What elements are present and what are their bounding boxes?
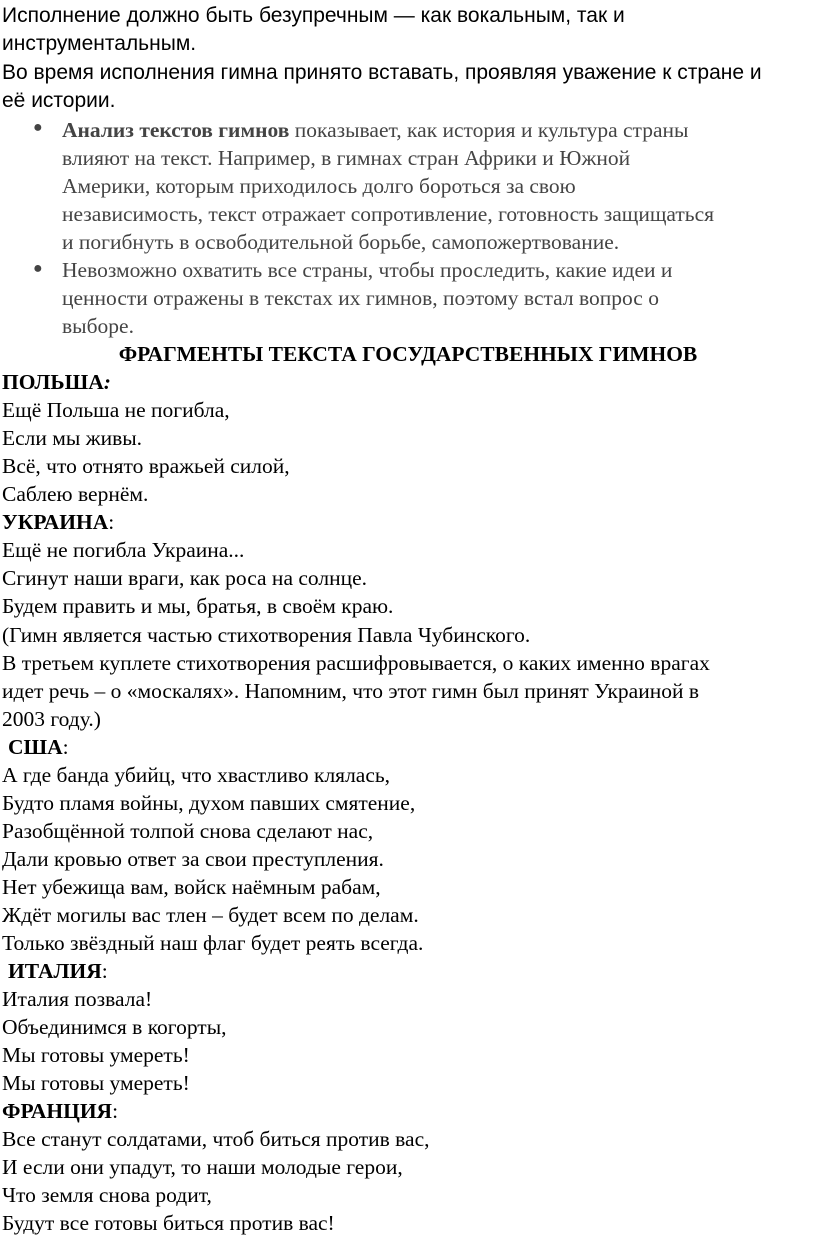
usa-line: Только звёздный наш флаг будет реять всегда. <box>2 931 424 955</box>
france-line: И если они упадут, то наши молодые герои, <box>2 1155 403 1179</box>
bullet-dot-icon: ● <box>33 260 43 277</box>
bullet-2-line-1: Невозможно охватить все страны, чтобы проследить, какие идеи и <box>62 258 673 282</box>
usa-line: А где банда убийц, что хвастливо клялась, <box>2 763 391 787</box>
bullet-1-line-4: независимость, текст отражает сопротивление, готовность защищаться <box>62 202 715 226</box>
country-poland-name: ПОЛЬША <box>2 370 104 394</box>
country-ukraine-heading <box>2 508 114 536</box>
bullet-1-lead: Анализ текстов гимнов <box>62 118 290 142</box>
intro-line-2: инструментальным. <box>2 32 197 55</box>
country-italy-heading <box>8 957 108 985</box>
ukraine-line: Ещё не погибла Украина... <box>2 538 245 562</box>
country-italy-colon: : <box>101 959 108 983</box>
usa-line: Ждёт могилы вас тлен – будет всем по делам. <box>2 903 419 927</box>
intro-line-1: Исполнение должно быть безупречным — как вокальным, так и <box>2 4 625 27</box>
country-poland-heading <box>2 368 111 396</box>
country-usa-heading <box>8 733 69 761</box>
ukraine-note-1: (Гимн является частью стихотворения Павла Чубинского. <box>2 623 531 647</box>
italy-line: Мы готовы умереть! <box>2 1071 190 1095</box>
bullet-2-line-2: ценности отражены в текстах их гимнов, поэтому встал вопрос о <box>62 286 659 310</box>
usa-line: Дали кровью ответ за свои преступления. <box>2 847 384 871</box>
bullet-dot-icon: ● <box>33 119 43 136</box>
poland-line: Всё, что отнято вражьей силой, <box>2 454 290 478</box>
country-france-heading <box>2 1097 118 1125</box>
poland-line: Ещё Польша не погибла, <box>2 398 230 422</box>
country-italy-name: ИТАЛИЯ <box>8 959 102 983</box>
poland-line: Если мы живы. <box>2 426 143 450</box>
poland-line: Саблею вернём. <box>2 482 149 506</box>
country-usa-name: США <box>8 735 63 759</box>
france-line: Все станут солдатами, чтоб биться против вас, <box>2 1127 430 1151</box>
italy-line: Объединимся в когорты, <box>2 1015 227 1039</box>
intro-line-4: её истории. <box>2 89 116 112</box>
usa-line: Разобщённой толпой снова сделают нас, <box>2 819 374 843</box>
ukraine-line: Сгинут наши враги, как роса на солнце. <box>2 566 368 590</box>
ukraine-note-4: 2003 году.) <box>2 707 101 731</box>
bullet-2-line-3: выборе. <box>62 314 134 338</box>
italy-line: Мы готовы умереть! <box>2 1043 190 1067</box>
ukraine-line: Будем править и мы, братья, в своём краю. <box>2 594 394 618</box>
section-heading: ФРАГМЕНТЫ ТЕКСТА ГОСУДАРСТВЕННЫХ ГИМНОВ <box>118 342 698 366</box>
ukraine-note-3: идет речь – о «москалях». Напомним, что этот гимн был принят Украиной в <box>2 679 699 703</box>
bullet-1-rest: показывает, как история и культура страны <box>289 118 689 142</box>
country-usa-colon: : <box>62 735 69 759</box>
usa-line: Будто пламя войны, духом павших смятение, <box>2 791 416 815</box>
ukraine-note-2: В третьем куплете стихотворения расшифровывается, о каких именно врагах <box>2 651 710 675</box>
usa-line: Нет убежища вам, войск наёмным рабам, <box>2 875 381 899</box>
country-ukraine-name: УКРАИНА <box>2 510 109 534</box>
country-ukraine-colon: : <box>108 510 115 534</box>
bullet-1-line-3: Америки, которым приходилось долго бороться за свою <box>62 174 576 198</box>
intro-line-3: Во время исполнения гимна принято вставать, проявляя уважение к стране и <box>2 61 762 84</box>
france-line: Что земля снова родит, <box>2 1183 212 1207</box>
france-line: Будут все готовы биться против вас! <box>2 1211 335 1235</box>
bullet-1-line-1 <box>62 116 688 144</box>
country-poland-colon: : <box>103 370 111 394</box>
country-france-name: ФРАНЦИЯ <box>2 1099 113 1123</box>
bullet-1-line-2: влияют на текст. Например, в гимнах стран Африки и Южной <box>62 146 631 170</box>
italy-line: Италия позвала! <box>2 987 153 1011</box>
country-france-colon: : <box>112 1099 119 1123</box>
bullet-1-line-5: и погибнуть в освободительной борьбе, самопожертвование. <box>62 230 620 254</box>
